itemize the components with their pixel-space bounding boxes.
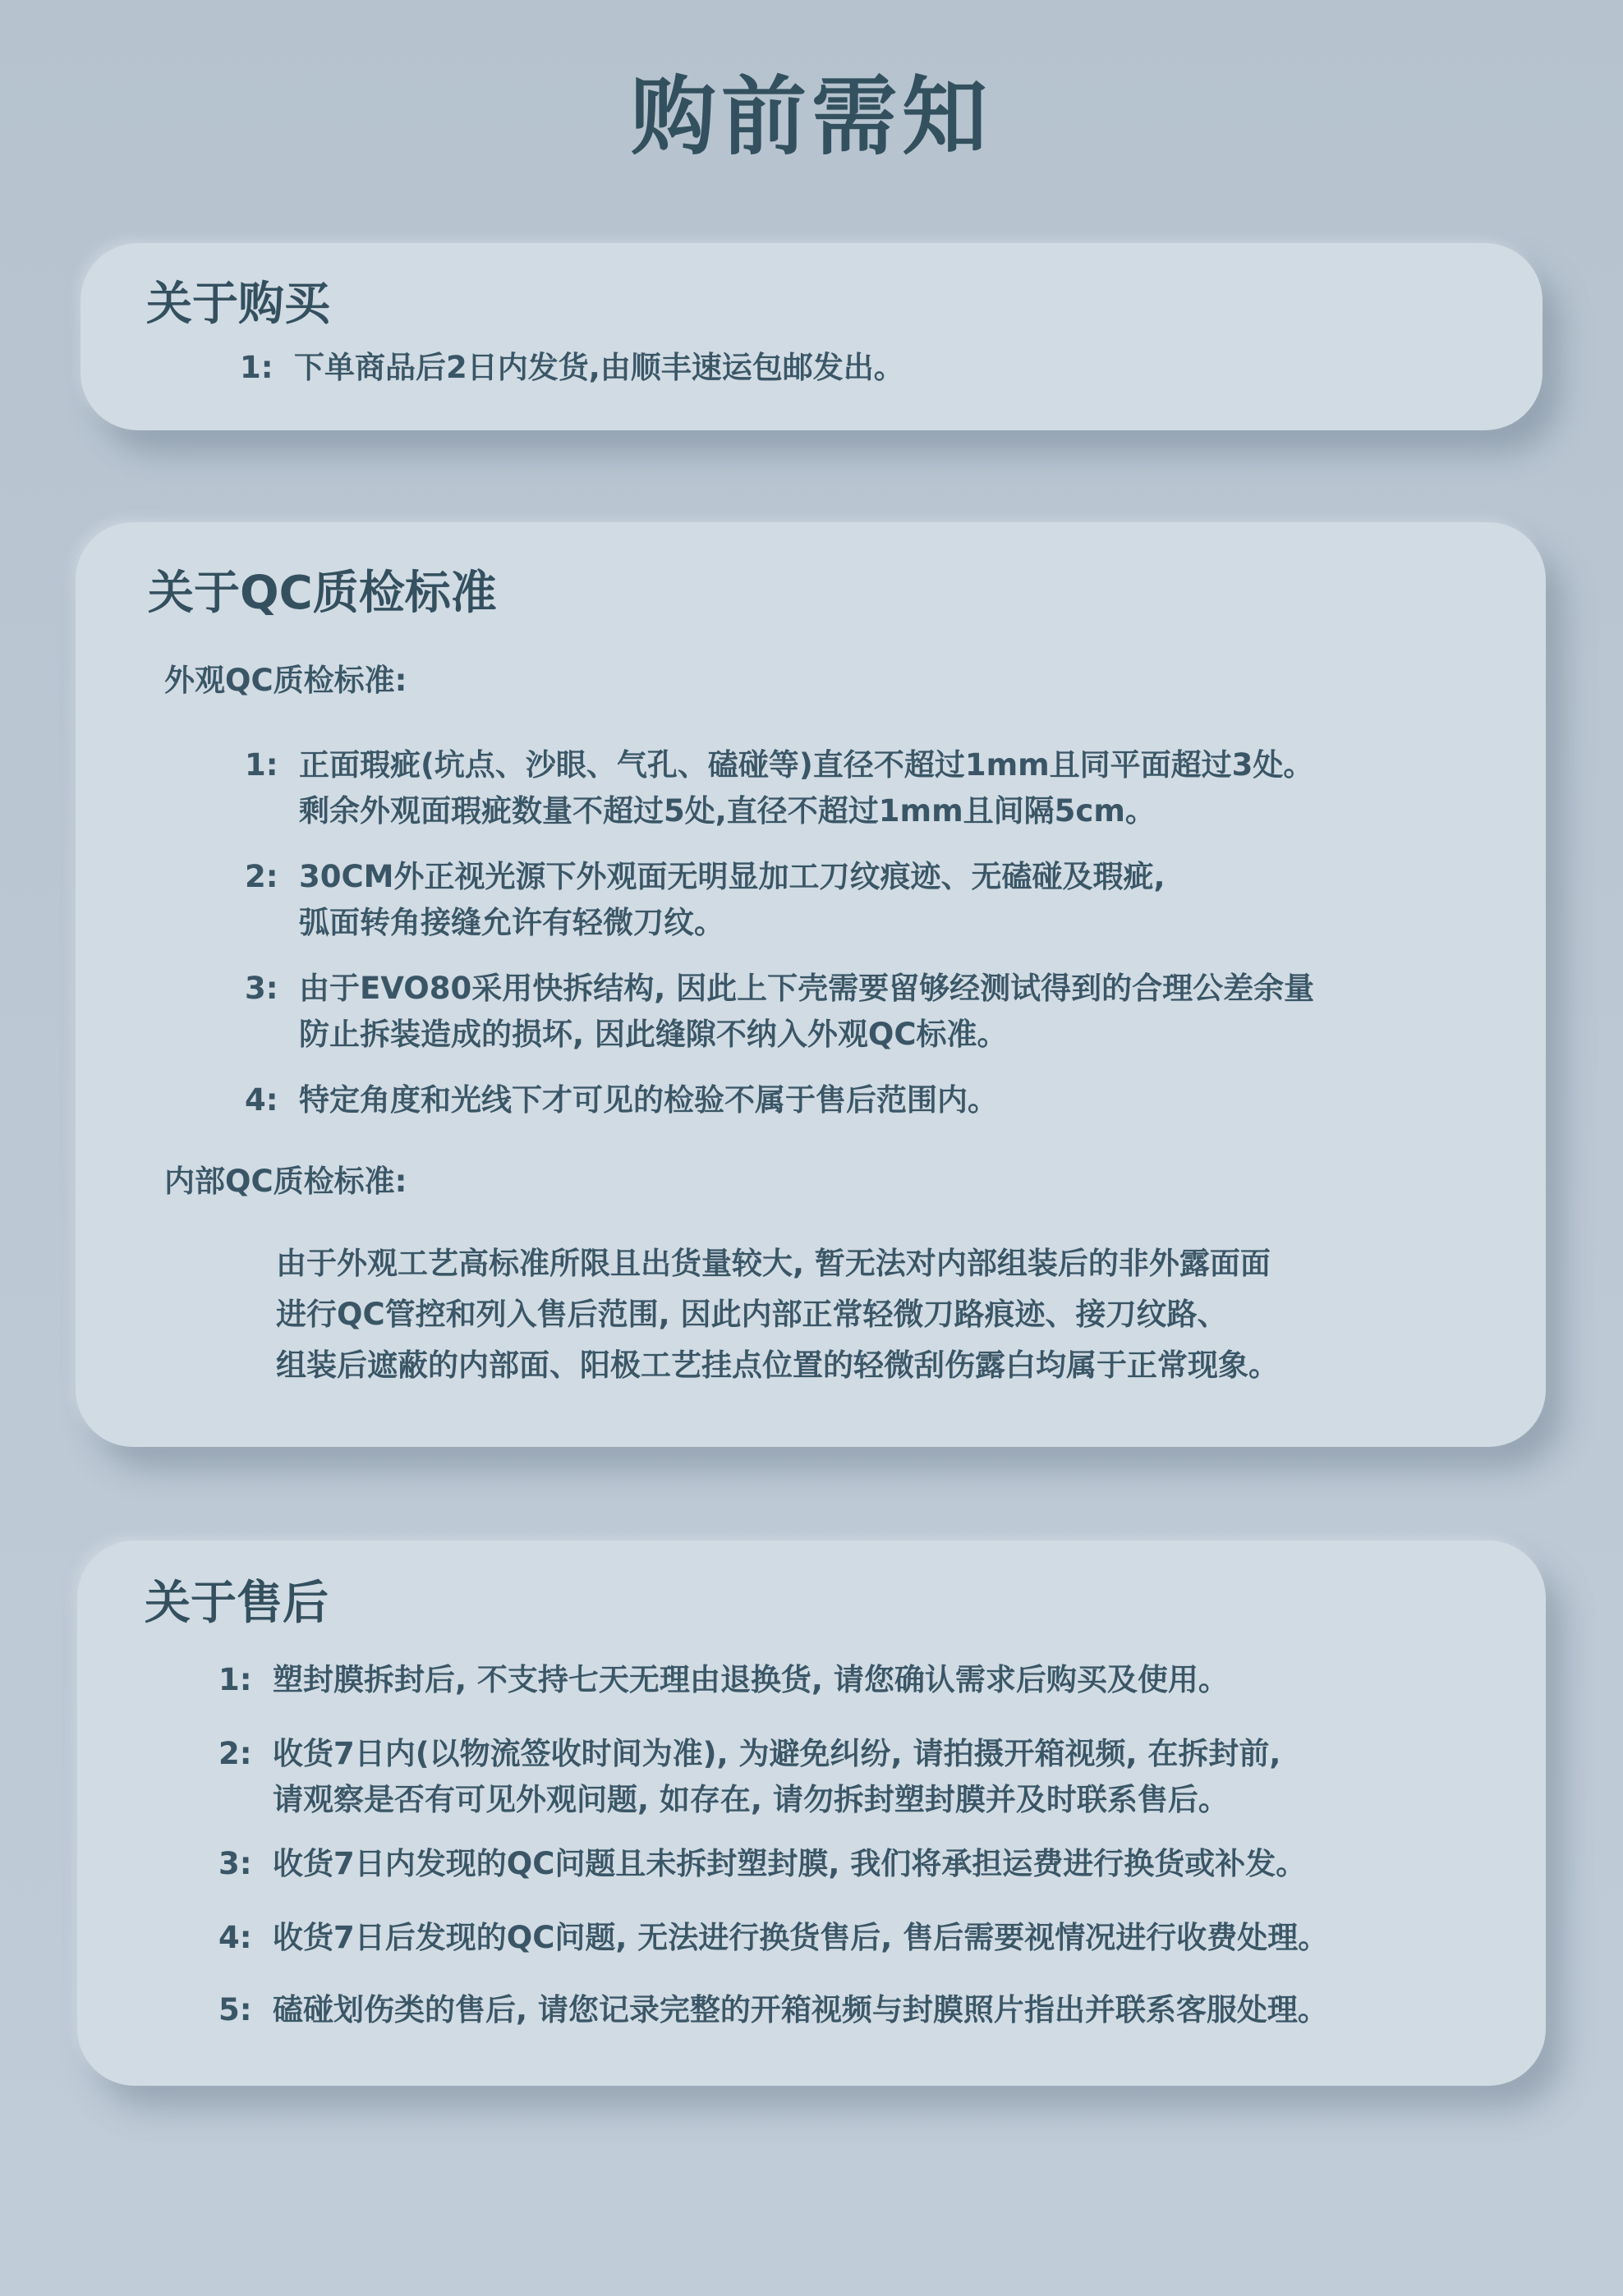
item-text: 剩余外观面瑕疵数量不超过5处,直径不超过1mm且间隔5cm。 (299, 793, 1156, 829)
purchase-card (80, 243, 1543, 430)
aftersale-card (77, 1541, 1546, 2086)
item-text: 收货7日内发现的QC问题且未拆封塑封膜, 我们将承担运费进行换货或补发。 (273, 1846, 1307, 1881)
exterior-heading: 外观QC质检标准: (164, 663, 407, 698)
page-title: 购前需知 (630, 67, 992, 167)
item-number: 3: (245, 971, 278, 1006)
interior-paragraph (276, 1238, 1279, 1391)
item-text: 请观察是否有可见外观问题, 如存在, 请勿拆封塑封膜并及时联系售后。 (273, 1782, 1229, 1817)
item-text: 弧面转角接缝允许有轻微刀纹。 (299, 905, 724, 940)
exterior-item-1 (245, 742, 1313, 834)
item-text: 塑封膜拆封后, 不支持七天无理由退换货, 请您确认需求后购买及使用。 (273, 1662, 1229, 1697)
item-number: 4: (245, 1082, 278, 1118)
interior-heading: 内部QC质检标准: (164, 1164, 407, 1199)
paragraph-line: 进行QC管控和列入售后范围, 因此内部正常轻微刀路痕迹、接刀纹路、 (276, 1297, 1228, 1332)
item-text: 下单商品后2日内发货,由顺丰速运包邮发出。 (294, 350, 904, 385)
aftersale-item-3 (218, 1841, 1306, 1887)
item-number: 1: (245, 747, 278, 783)
item-text: 防止拆装造成的损坏, 因此缝隙不纳入外观QC标准。 (299, 1017, 1008, 1052)
item-number: 3: (218, 1846, 252, 1881)
aftersale-item-4 (218, 1915, 1328, 1961)
paragraph-line: 组装后遮蔽的内部面、阳极工艺挂点位置的轻微刮伤露白均属于正常现象。 (276, 1348, 1279, 1383)
qc-card (76, 522, 1546, 1447)
exterior-item-4 (245, 1077, 998, 1123)
item-text: 30CM外正视光源下外观面无明显加工刀纹痕迹、无磕碰及瑕疵, (299, 859, 1166, 894)
exterior-item-2 (245, 854, 1166, 946)
qc-title: 关于QC质检标准 (148, 567, 497, 620)
item-number: 2: (245, 859, 278, 894)
item-number: 4: (218, 1920, 252, 1955)
item-number: 1: (240, 350, 274, 385)
item-text: 收货7日内(以物流签收时间为准), 为避免纠纷, 请拍摄开箱视频, 在拆封前, (273, 1736, 1281, 1771)
aftersale-title: 关于售后 (145, 1577, 329, 1630)
aftersale-item-2 (218, 1731, 1280, 1823)
exterior-item-3 (245, 966, 1314, 1058)
item-text: 由于EVO80采用快拆结构, 因此上下壳需要留够经测试得到的合理公差余量 (299, 971, 1315, 1006)
aftersale-item-1 (218, 1657, 1229, 1703)
paragraph-line: 由于外观工艺高标准所限且出货量较大, 暂无法对内部组装后的非外露面面 (276, 1246, 1271, 1281)
item-text: 磕碰划伤类的售后, 请您记录完整的开箱视频与封膜照片指出并联系客服处理。 (273, 1992, 1328, 2027)
item-number: 2: (218, 1736, 252, 1771)
item-number: 5: (218, 1992, 252, 2027)
item-text: 特定角度和光线下才可见的检验不属于售后范围内。 (299, 1082, 998, 1118)
item-text: 收货7日后发现的QC问题, 无法进行换货售后, 售后需要视情况进行收费处理。 (273, 1920, 1329, 1955)
purchase-item-1 (240, 345, 904, 391)
item-text: 正面瑕疵(坑点、沙眼、气孔、磕碰等)直径不超过1mm且同平面超过3处。 (299, 747, 1314, 783)
item-number: 1: (218, 1662, 252, 1697)
purchase-title: 关于购买 (146, 278, 330, 331)
aftersale-item-5 (218, 1987, 1328, 2033)
